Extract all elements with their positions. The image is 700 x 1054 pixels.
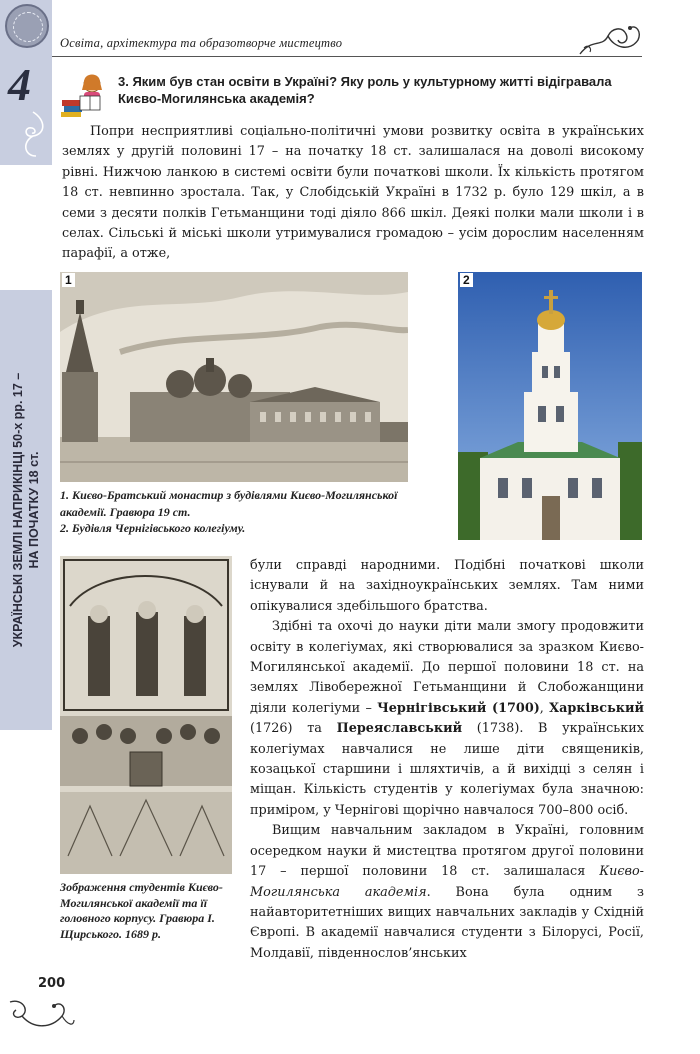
pereiaslav-collegium: Переяславський (336, 721, 463, 737)
side-band-line-1: УКРАЇНСЬКІ ЗЕМЛІ НАПРИКІНЦІ 50-х рр. 17 – (10, 372, 25, 648)
figure-3-engraving (60, 556, 232, 874)
ornament-icon (578, 18, 644, 58)
side-band (0, 290, 52, 730)
paragraph-academy (250, 821, 644, 964)
page-number: 200 (38, 976, 66, 991)
paragraph-collegiums-rest: (1738). В українських колегіумах навчалися не лише діти священиків, козацької старшини і шляхтичів, а й вихідці з селян і міщан. Кількість студентів у колегіумах була значною: приміром, у Чернігові щорічно навчалося 700–800 осіб. (250, 721, 644, 818)
text-column-right (250, 556, 644, 964)
side-band-line-2: НА ПОЧАТКУ 18 ст. (27, 451, 41, 569)
separator-2: (1726) та (250, 721, 337, 737)
collegium-photo-image (458, 272, 642, 540)
academy-name: Києво-Могилянська академія (250, 864, 644, 900)
students-engraving-image (60, 556, 232, 874)
question-reader-icon (60, 72, 108, 118)
kharkiv-collegium: Харківський (549, 700, 645, 716)
paragraph-academy-rest: . Вона була одним з найавторитетніших вищих навчальних закладів у Східній Європі. В академії навчалися студенти з Білорусі, Росії, Молдавії, південнослов’янських (250, 884, 644, 961)
header-rule (52, 56, 642, 57)
footer-ornament-icon (6, 996, 76, 1036)
paragraph-continuation: були справді народними. Подібні початкові школи існували й на західноукраїнських землях. Там ними опікувалися здебільшого братства. (250, 558, 644, 614)
figure-1-engraving (60, 272, 408, 482)
paragraph-collegiums-intro: Здібні та охочі до науки діти мали змогу продовжити освіту в колегіумах, які створювалися за зразком Києво-Могилянської академії. До першої половини 18 ст. на землях Лівобережної Гетьманщини й Слобожанщини діяли колегіуми – (250, 619, 644, 716)
seal-emblem-icon (5, 4, 49, 48)
swirl-ornament-icon (18, 110, 48, 160)
paragraph-collegiums (250, 617, 644, 821)
caption-figure-1: 1. Києво-Братський монастир з будівлями Києво-Могилянської академії. Гравюра 19 ст. (60, 488, 398, 519)
separator-1: , (539, 700, 550, 716)
paragraph-1: Попри несприятливі соціально-політичні умови розвитку освіта в українських землях у другій половині 17 – на початку 18 ст. залишалася на доволі високому рівні. Нижчою ланкою в системі освіти були початкові школи. Їх кількість протягом 18 ст. невпинно зростала. Так, у Слобідській Україні в 1732 р. було 129 шкіл, а в семи з десяти полків Гетьманщини тоді діяло 866 шкіл. Деякі полки мали школи і в селах. Сільські й міські школи утримувалися громадою – усім дорослим населенням парафії, а отже, (62, 124, 644, 262)
side-band-title (0, 290, 52, 730)
figure-1-number: 1 (62, 273, 75, 287)
figure-2-photo (458, 272, 642, 540)
paragraph-academy-intro: Вищим навчальним закладом в Україні, головним осередком науки й мистецтва протягом другої половини 17 – першої половини 18 ст. залишалася (250, 823, 644, 880)
figure-captions-1-2 (60, 487, 410, 537)
monastery-engraving-image (60, 272, 408, 482)
chernihiv-collegium: Чернігівський (1700) (377, 700, 540, 716)
question-heading: 3. Яким був стан освіти в Україні? Яку роль у культурному житті відігравала Києво-Могилянська академія? (118, 74, 612, 106)
figure-2-number: 2 (460, 273, 473, 287)
chapter-number: 4 (8, 59, 31, 110)
running-title: Освіта, архітектура та образотворче мистецтво (60, 36, 343, 50)
caption-figure-2: 2. Будівля Чернігівського колегіуму. (60, 521, 246, 535)
caption-figure-3: Зображення студентів Києво-Могилянської академії та її головного корпусу. Гравюра І. Щирського. 1689 р. (60, 880, 223, 941)
